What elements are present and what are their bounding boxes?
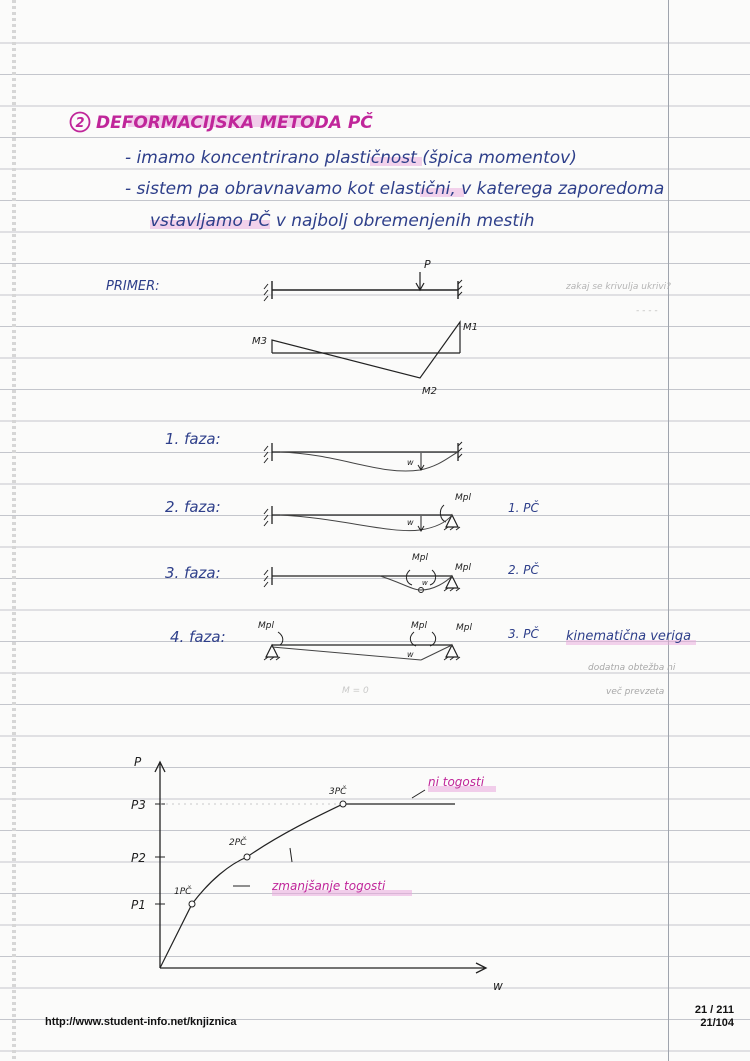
pencil-note-mechanism	[588, 663, 676, 697]
load-deflection-graph	[131, 755, 503, 993]
phase-4-mpl-b: Mpl	[411, 621, 427, 631]
svg-text:- - - -: - - - -	[636, 306, 658, 316]
phase-4-label: 4. faza:	[170, 628, 226, 646]
svg-text:več prevzeta: več prevzeta	[606, 687, 665, 697]
phase-2-w: w	[407, 518, 414, 527]
note-no-stiffness: ni togosti	[428, 775, 485, 789]
example-beam	[106, 258, 671, 397]
phase-4-mpl-a: Mpl	[258, 621, 274, 631]
example-label: PRIMER:	[106, 279, 160, 294]
graph-point-1	[189, 901, 195, 907]
moment-diagram	[252, 322, 478, 397]
graph-point-label-1: 1PČ	[174, 887, 192, 897]
section-heading	[71, 111, 374, 133]
phase-4	[170, 621, 696, 697]
heading-title: DEFORMACIJSKA METODA PČ	[96, 113, 373, 133]
graph-point-3	[340, 801, 346, 807]
phase-3-mpl-a: Mpl	[412, 553, 428, 563]
phase-1-w: w	[407, 458, 414, 467]
pencil-note-center: M = 0	[342, 686, 369, 696]
phase-2-mpl: Mpl	[455, 493, 471, 503]
phase-2-label: 2. faza:	[165, 498, 221, 516]
load-label: P	[424, 258, 431, 271]
graph-y-label: P	[134, 755, 142, 769]
pencil-note-top	[565, 282, 671, 316]
mechanism-label: kinematična veriga	[566, 629, 692, 644]
bullet-list	[125, 148, 664, 231]
phase-1	[165, 430, 462, 471]
graph-tick-label-3: P1	[131, 898, 146, 912]
moment-m2: M2	[422, 386, 437, 397]
bullet-3: vstavljamo PČ v najbolj obremenjenih mestih	[150, 211, 535, 231]
svg-text:dodatna obtežba ni: dodatna obtežba ni	[588, 663, 676, 673]
phase-3	[165, 553, 540, 593]
bullet-1: - imamo koncentrirano plastičnost (špica momentov)	[125, 148, 577, 168]
phase-2	[165, 493, 540, 531]
phase-3-hinges: 2. PČ	[508, 563, 539, 577]
phase-4-w: w	[407, 650, 414, 659]
phase-3-label: 3. faza:	[165, 564, 221, 582]
graph-point-label-3: 3PČ	[329, 787, 347, 797]
note-decreasing-stiffness: zmanjšanje togosti	[272, 879, 386, 893]
phase-4-hinges: 3. PČ	[508, 627, 539, 641]
footer-page-b: 21/104	[700, 1017, 734, 1029]
graph-point-label-2: 2PČ	[229, 838, 247, 848]
svg-text:zakaj se krivulja ukrivi?: zakaj se krivulja ukrivi?	[566, 282, 671, 292]
moment-m1: M1	[463, 322, 478, 333]
phase-2-hinge-support	[446, 515, 458, 527]
graph-x-label: w	[493, 979, 503, 993]
phase-2-hinges: 1. PČ	[508, 501, 539, 515]
graph-tick-label-1: P3	[131, 798, 146, 812]
phase-3-mpl-b: Mpl	[455, 563, 471, 573]
graph-tick-label-2: P2	[131, 851, 146, 865]
footer-url: http://www.student-info.net/knjiznica	[45, 1016, 237, 1028]
graph-point-2	[244, 854, 250, 860]
heading-number: 2	[75, 116, 85, 131]
phase-4-mpl-c: Mpl	[456, 623, 472, 633]
moment-m3: M3	[252, 336, 267, 347]
phase-1-label: 1. faza:	[165, 430, 221, 448]
phase-3-w: w	[422, 579, 428, 587]
footer-page-a: 21 / 211	[694, 1004, 734, 1016]
bullet-2: - sistem pa obravnavamo kot elastični, v katerega zaporedoma	[125, 179, 665, 199]
footer-page-numbers	[695, 1004, 734, 1030]
